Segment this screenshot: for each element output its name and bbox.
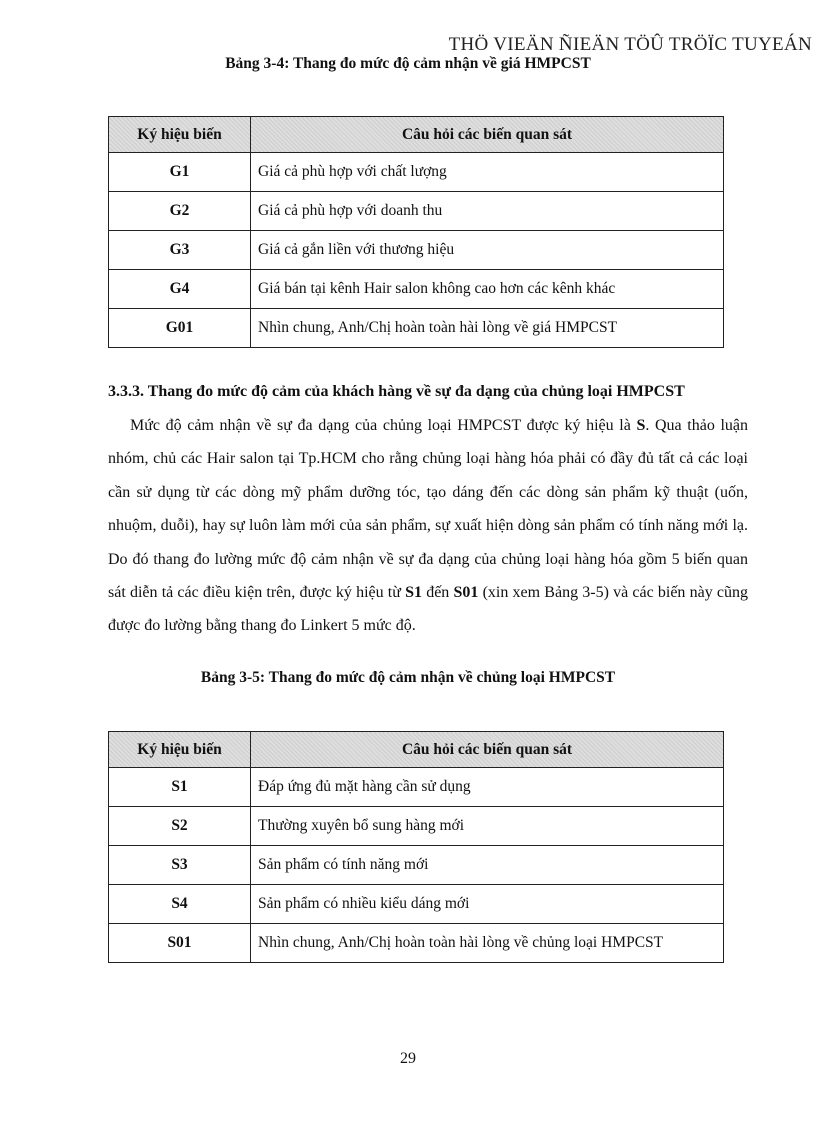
question-cell: Nhìn chung, Anh/Chị hoàn toàn hài lòng về giá HMPCST [251,309,724,348]
table-row [109,807,724,846]
column-header-question: Câu hỏi các biến quan sát [251,732,724,768]
column-header-variable-code: Ký hiệu biến [109,117,251,153]
question-cell: Sản phẩm có tính năng mới [251,846,724,885]
variable-code-cell: S2 [109,807,251,846]
table-caption: Bảng 3-5: Thang đo mức độ cảm nhận về chủng loại HMPCST [200,669,616,686]
question-cell: Giá bán tại kênh Hair salon không cao hơn các kênh khác [251,270,724,309]
paragraph-bold-term: S [636,417,646,434]
paragraph-text: đến [422,584,454,602]
variable-code-cell: S3 [109,846,251,885]
question-cell: Giá cả phù hợp với doanh thu [251,192,724,231]
table-header-row [109,732,724,768]
question-cell: Giá cả phù hợp với chất lượng [251,153,724,192]
table-row [109,768,724,807]
question-cell: Sản phẩm có nhiều kiểu dáng mới [251,885,724,924]
variable-code-cell: G1 [109,153,251,192]
paragraph-text: (xin xem Bảng 3-5) và các biến này cũng được đo lường bằng thang đo Linkert 5 mức độ. [108,584,748,635]
section-heading: 3.3.3. Thang đo mức độ cảm của khách hàng về sự đa dạng của chủng loại HMPCST [108,383,685,400]
question-cell: Thường xuyên bổ sung hàng mới [251,807,724,846]
variable-code-cell: S1 [109,768,251,807]
page-number: 29 [400,1050,416,1067]
paragraph-text: Mức độ cảm nhận về sự đa dạng của chủng loại HMPCST được ký hiệu là [130,417,637,434]
variable-code-cell: S01 [109,924,251,963]
paragraph-bold-term: S01 [453,584,479,602]
variable-code-cell: G2 [109,192,251,231]
table-row [109,885,724,924]
price-scale-table [108,116,724,348]
table-header-row [109,117,724,153]
table-row [109,924,724,963]
table-row [109,846,724,885]
question-cell: Đáp ứng đủ mặt hàng cần sử dụng [251,768,724,807]
table-row [109,309,724,348]
watermark-header: THÖ VIEÄN ÑIEÄN TÖÛ TRÖÏC TUYEÁN [448,34,812,55]
variable-code-cell: G4 [109,270,251,309]
paragraph-text: . Qua thảo luận nhóm, chủ các Hair salon tại Tp.HCM cho rằng chủng loại hàng hóa phải có đầy đủ tất cả các loại cần sử dụng từ các dòng mỹ phẩm dưỡng tóc, tạo dáng đến các dòng sản phẩm kỹ thuật (uốn, nhuộm, duỗi), hay sự luôn làm mới của sản phẩm, sự xuất hiện dòng sản phẩm có tính năng mới lạ. Do đó thang đo lường mức độ cảm nhận về sự đa dạng của chủng loại hàng hóa gồm 5 biến quan sát diễn tả các điều kiện trên, được ký hiệu từ [108,417,749,602]
table-row [109,192,724,231]
variable-code-cell: G01 [109,309,251,348]
table-row [109,153,724,192]
column-header-variable-code: Ký hiệu biến [109,732,251,768]
variable-code-cell: G3 [109,231,251,270]
table-row [109,270,724,309]
body-paragraph [108,409,748,643]
table-caption: Bảng 3-4: Thang đo mức độ cảm nhận về giá HMPCST [225,55,591,72]
question-cell: Giá cả gắn liền với thương hiệu [251,231,724,270]
variable-code-cell: S4 [109,885,251,924]
question-cell: Nhìn chung, Anh/Chị hoàn toàn hài lòng về chủng loại HMPCST [251,924,724,963]
category-scale-table [108,731,724,963]
column-header-question: Câu hỏi các biến quan sát [251,117,724,153]
table-row [109,231,724,270]
paragraph-bold-term: S1 [405,584,423,602]
